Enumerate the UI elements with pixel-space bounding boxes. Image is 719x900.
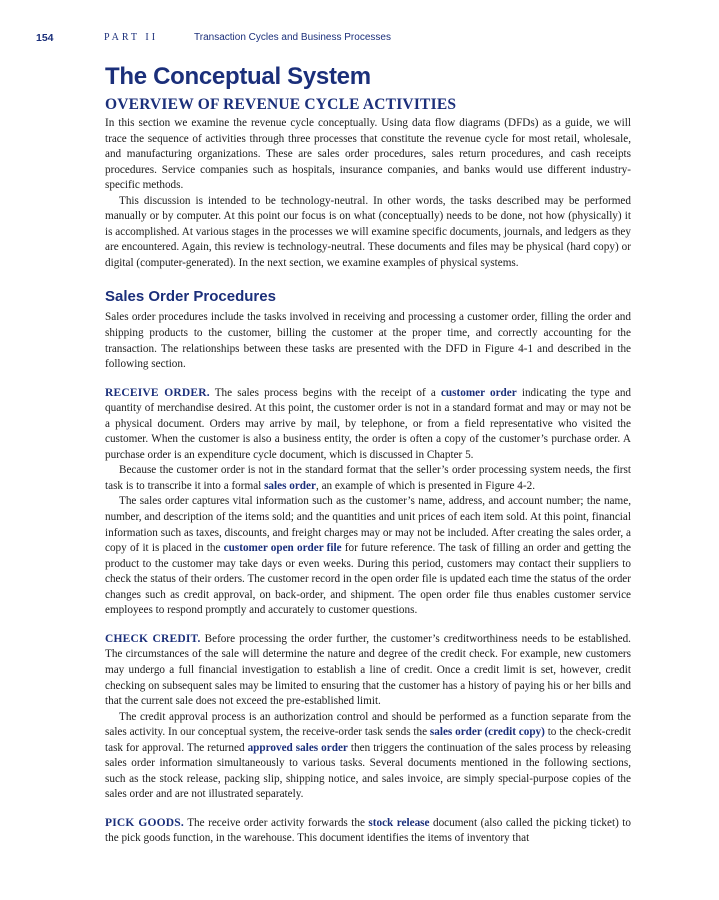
term-customer-order: customer order <box>440 386 517 399</box>
receive-order-paragraph-3: The sales order captures vital information such as the customer’s name, address, and account number; the name, number, and description of the items sold; and the quantities and unit prices of each item sold. At this point, financial information such as taxes, discounts, and freight charges may or may not be included. After creating the sales order, a copy of it is placed in the customer open order file for future reference. The task of filling an order and getting the product to the customer may take days or even weeks. During this period, customers may contact their suppliers to check the status of their orders. The customer record in the open order file is updated each time the status of the order changes such as credit approval, on back-order, and shipment. The open order file thus enables customer service employees to respond promptly and accurately to customer questions. <box>105 495 631 617</box>
section-heading: OVERVIEW OF REVENUE CYCLE ACTIVITIES <box>105 96 457 113</box>
term-stock-release: stock release <box>368 816 430 829</box>
part-label: PART II <box>104 32 159 43</box>
receive-order-paragraph-2: Because the customer order is not in the standard format that the seller’s order processing system needs, the first task is to transcribe it into a formal sales order, an example of which is presented in Figure 4-2. <box>105 464 631 492</box>
check-credit-paragraph-1: CHECK CREDIT. Before processing the order further, the customer’s creditworthiness needs to be established. The circumstances of the sale will determine the nature and degree of the credit check. For example, new customers may undergo a full financial investigation to establish a line of credit. Once a credit limit is set, however, credit checking on subsequent sales may be limited to ensuring that the customer has a history of paying his or her bills and that the current sale does not exceed the pre-established limit. <box>105 632 631 708</box>
pick-goods-lead: PICK GOODS. <box>105 816 184 829</box>
term-sales-order-credit-copy: sales order (credit copy) <box>429 726 545 739</box>
overview-paragraph-1: In this section we examine the revenue cycle conceptually. Using data flow diagrams (DFDs) as a guide, we will trace the sequence of activities through three processes that constitute the revenue cycle for most retail, wholesale, and manufacturing organizations. These are sales order procedures, sales return procedures, and cash receipts procedures. Service companies such as hospitals, insurance companies, and banks would use different industry-specific methods. <box>105 117 631 192</box>
subsection-heading: Sales Order Procedures <box>105 288 276 306</box>
term-customer-open-order-file: customer open order file <box>223 542 342 555</box>
page-body <box>105 60 631 847</box>
page-title: The Conceptual System <box>105 63 371 90</box>
check-credit-lead: CHECK CREDIT. <box>105 632 201 645</box>
receive-order-lead: RECEIVE ORDER. <box>105 386 210 399</box>
pick-goods-paragraph-1: PICK GOODS. The receive order activity forwards the stock release document (also called the picking ticket) to the pick goods function, in the warehouse. This document identifies the items of inventory that <box>105 816 631 845</box>
part-title: Transaction Cycles and Business Processes <box>194 32 391 43</box>
term-sales-order: sales order <box>264 479 316 492</box>
overview-paragraph-2: This discussion is intended to be technology-neutral. In other words, the tasks described may be performed manually or by computer. At this point our focus is on what (conceptually) needs to be done, not how (physically) it is accomplished. At various stages in the processes we will examine specific documents, journals, and ledgers as they are encountered. Again, this review is technology-neutral. These documents and files may be physical (hard copy) or digital (computer-generated). In the next section, we examine examples of physical systems. <box>105 194 631 269</box>
term-approved-sales-order: approved sales order <box>247 741 348 754</box>
sales-order-intro: Sales order procedures include the tasks involved in receiving and processing a customer order, filling the order and shipping products to the customer, billing the customer at the proper time, and correctly accounting for the transaction. The relationships between these tasks are presented with the DFD in Figure 4-1 and described in the following section. <box>105 311 631 371</box>
receive-order-paragraph-1: RECEIVE ORDER. The sales process begins with the receipt of a customer order indicating the type and quantity of merchandise desired. At this point, the customer order is not in a standard format and may or may not be a physical document. Orders may arrive by mail, by telephone, or from a field representative who visited the customer. When the customer is also a business entity, the order is often a copy of the customer’s purchase order. A purchase order is an expenditure cycle document, which is discussed in Chapter 5. <box>105 386 632 461</box>
page-number: 154 <box>36 32 54 44</box>
check-credit-paragraph-2: The credit approval process is an authorization control and should be performed as a function separate from the sales activity. In our conceptual system, the receive-order task sends the sales order (credit copy) to the check-credit task for approval. The returned approved sales order then triggers the continuation of the sales process by releasing sales order information simultaneously to various tasks. Several documents mentioned in the following sections, such as the stock release, packing slip, shipping notice, and sales invoice, are simply special-purpose copies of the sales order and are not illustrated separately. <box>105 710 631 801</box>
running-header <box>36 32 689 48</box>
